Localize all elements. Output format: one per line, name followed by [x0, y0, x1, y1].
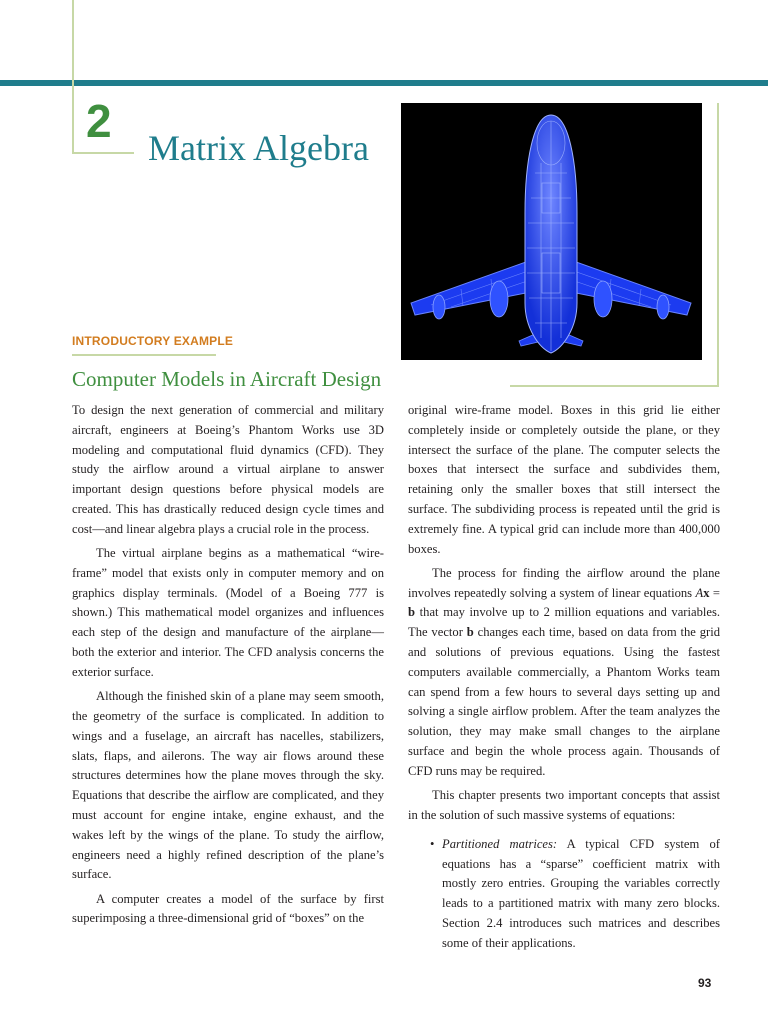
equation-vector-b: b	[408, 605, 416, 620]
chapter-title: Matrix Algebra	[148, 128, 369, 168]
paragraph: To design the next generation of commercial and military aircraft, engineers at Boeing’s Phantom Works use 3D modeling and computational fluid dynamics (CFD). They study the airflow around a virtual airplane to answer important design questions before physical models are created. This has drastically reduced design cycle times and cost—and linear algebra plays a crucial role in the process.	[72, 403, 384, 536]
bullet-symbol: •	[430, 836, 435, 851]
equation-vector-x: x	[703, 585, 710, 600]
right-column	[408, 401, 720, 954]
paragraph-text: changes each time, based on data from the grid and solutions of previous equations. Using the fastest computers available commercially, a Phantom Works team can spend from a few hours to several days setting up and solving a single airflow problem. After the team analyzes the solution, they may make small changes to the airplane surface and begin the whole process again. Thousands of CFD runs may be required.	[408, 625, 721, 778]
introductory-example-rule	[72, 354, 216, 356]
equation-matrix-a: A	[695, 585, 704, 600]
airplane-wireframe-image	[401, 103, 702, 360]
chapter-number: 2	[86, 95, 112, 147]
header-band	[0, 80, 768, 86]
paragraph: Although the finished skin of a plane may seem smooth, the geometry of the surface is complicated. In addition to wings and a fuselage, an aircraft has nacelles, stabilizers, slats, flaps, and ailerons. The way air flows around these structures determines how the plane moves through the sky. Equations that describe the airflow are complicated, and they must account for engine intake, engine exhaust, and the wakes left by the wings of the plane. To study the airflow, engineers need a highly refined description of the plane’s surface.	[72, 689, 384, 882]
paragraph-text: The process for finding the airflow around the plane involves repeatedly solving a system of linear equations	[408, 565, 720, 600]
image-frame-horizontal-rule	[510, 385, 719, 387]
introductory-example-label: INTRODUCTORY EXAMPLE	[72, 334, 234, 348]
paragraph: original wire-frame model. Boxes in this grid lie either completely inside or completely outside the plane, or they intersect the surface of the plane. The computer selects the boxes that intersect the surface and subdivides them, retaining only the smaller boxes that still intersect the surface. The subdividing process is repeated until the grid is extremely fine. A typical grid can include more than 400,000 boxes.	[408, 403, 720, 556]
image-frame-vertical-rule	[717, 103, 719, 387]
paragraph: This chapter presents two important concepts that assist in the solution of such massive systems of equations:	[408, 788, 720, 822]
left-column	[72, 401, 384, 929]
vector-b: b	[466, 625, 474, 640]
section-title: Computer Models in Aircraft Design	[72, 367, 382, 391]
paragraph-text: that may involve up to 2 million equations and variables. The vector	[408, 605, 720, 640]
bullet-item	[408, 835, 720, 954]
chapter-vertical-rule	[72, 0, 74, 154]
paragraph: The virtual airplane begins as a mathematical “wire-frame” model that exists only in computer memory and on graphics display terminals. (Model of a Boeing 777 is shown.) This mathematical model organizes and influences each step of the design and manufacture of the airplane—both the exterior and interior. The CFD analysis concerns the exterior surface.	[72, 546, 384, 679]
equation-equals: =	[709, 585, 720, 600]
paragraph	[408, 564, 720, 782]
paragraph: A computer creates a model of the surface by first superimposing a three-dimensional grid of “boxes” on the	[72, 891, 384, 926]
bullet-text: A typical CFD system of equations has a “sparse” coefficient matrix with mostly zero entries. Grouping the variables correctly leads to a partitioned matrix with many zero blocks. Section 2.4 introduces such matrices and describes some of their applications.	[442, 836, 720, 950]
chapter-horizontal-rule	[72, 152, 134, 154]
bullet-term: Partitioned matrices:	[442, 836, 558, 851]
page-number: 93	[698, 976, 712, 990]
